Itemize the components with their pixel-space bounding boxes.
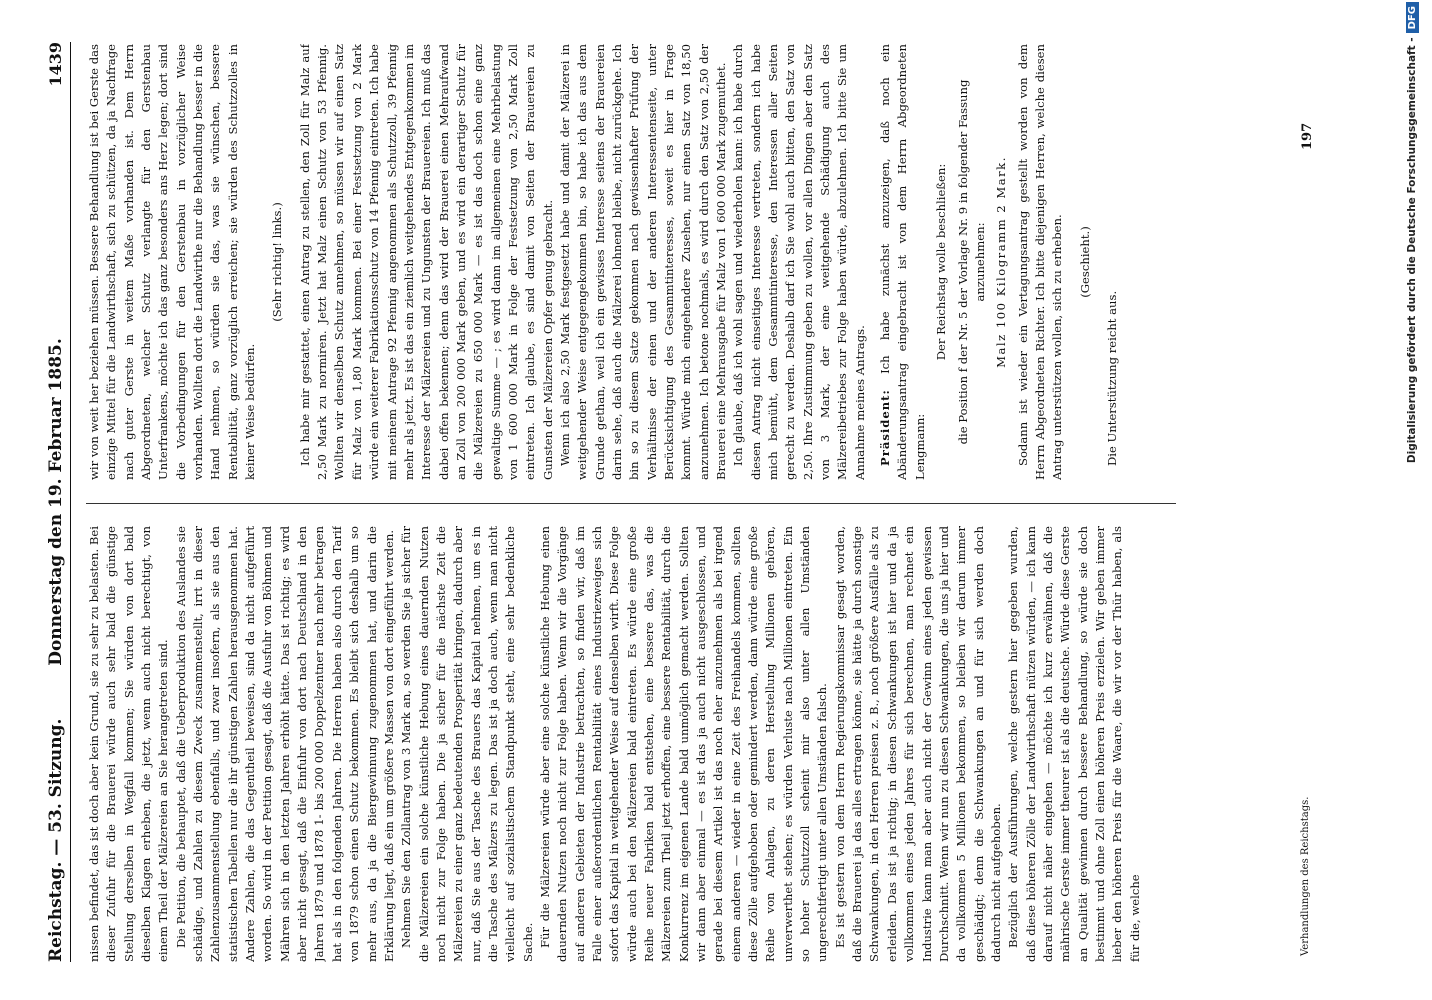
left-paragraph: Nehmen Sie den Zollantrag von 3 Mark an, so werden Sie ja sicher für die Mälzereien ein solche künstliche Hebung eines dauernden Nutzen noch nicht zur Folge haben. Die ja sicher für die nächste Zeit die Mälzereien zu einer ganz bedeutenden Prosperität bringen, dadurch aber nur, daß Sie aus der Tasche des Brauers das Kapital nehmen, um es in die Tasche des Mälzers zu legen. Das ist ja doch auch, wenn man nicht vielleicht auf sozialistischem Standpunkt steht, eine sehr bedenkliche Sache.	[399, 526, 535, 962]
right-paragraph: Wenn ich also 2,50 Mark festgesetzt habe und damit der Mälzerei in weitgehender Weise entgegengekommen bin, so habe ich das aus dem Grunde gethan, weil ich ein gewisses Interesse seitens der Brauereien darin sehe, daß auch die Mälzerei lohnend bleibe, nicht zurückgehe. Ich bin so zu diesem Satze gekommen nach gewissenhafter Prüfung der Verhältnisse der einen und der anderen Interessentenseite, unter Berücksichtigung des Gesammtinteresses, soweit es hier in Frage kommt. Würde mich eingehendere Zusehen, nur einen Satz von 18,50 anzunehmen. Ich betone nochmals, es wird durch den Satz von 2,50 der Brauerei eine Mehrausgabe für Malz von 1 600 000 Mark zugemuthet.	[557, 44, 729, 480]
page-header	[36, 42, 76, 962]
closing-paragraph: Sodann ist wieder ein Vertagungsantrag gestellt worden von dem Herrn Abgeordneten Richter. Ich bitte diejenigen Herren, welche diesen Antrag unterstützen wollen, sich zu erheben.	[1015, 44, 1065, 480]
right-column	[86, 44, 1266, 480]
left-paragraph: Die Petition, die behauptet, daß die Ueberproduktion des Auslandes sie schädige, und Zahlen zu diesem Zweck zusammenstellt, irrt in dieser Zahlenzusammenstellung ebenfalls, und zwar insofern, als sie aus den statistischen Tabellen nur die ihr günstigen Zahlen herausgenommen hat. Andere Zahlen, die das Gegentheil beweisen, sind da nicht aufgeführt worden. So wird in der Petition gesagt, daß die Ausfuhr von Böhmen und Mähren sich in den letzten Jahren erhöht hätte. Das ist richtig; es wird aber nicht gesagt, daß die Einfuhr von dort nach Deutschland in den Jahren 1879 und 1878 1- bis 200 000 Doppelzentner nach mehr betragen hat als in den folgenden Jahren. Die Herren haben also durch den Tarif von 1879 schon einen Schutz bekommen. Es bleibt sich deshalb um so mehr aus, da ja die Biergewinnung zugenommen hat, und darin die Erklärung liegt, daß ein um größere Massen von dort eingeführt werden.	[173, 526, 396, 962]
dfg-logo: DFG	[1406, 2, 1419, 33]
header-date: Donnerstag den 19. Februar 1885.	[46, 338, 66, 666]
motion-line: die Position f der Nr. 5 der Vorlage Nr. 9 in folgender Fassung anzunehmen:	[955, 79, 987, 445]
left-column	[86, 526, 1266, 962]
final-line: Die Unterstützung reicht aus.	[1104, 290, 1119, 466]
header-session: Reichstag. — 53. Sitzung.	[46, 718, 66, 962]
footer-publication: Verhandlungen des Reichstags.	[1300, 796, 1311, 956]
column-divider	[86, 503, 1176, 504]
left-paragraph: Es ist gestern von dem Herrn Regierungskommissar gesagt worden, daß die Brauerei ja das alles ertragen könne, sie hätte ja durch sonstige Schwankungen, in den Herren preisen z. B., noch größere Ausfälle als zu erleiden. Das ist ja richtig; in diesen Schwankungen ist hier und da ja vollkommen eines jeden Jahres für sich berechnen, man rechnet ein Industrie kann man aber auch nicht der Gewinn eines jeden gewissen Durchschnitt. Wenn wir nun zu diesen Schwankungen, die uns ja hier und da vollkommen 5 Millionen bekommen, so bleiben wir darum immer geschädigt; denn die Schwankungen an und für sich werden doch dadurch nicht aufgehoben.	[832, 526, 1003, 962]
left-paragraph: nissen befindet, das ist doch aber kein Grund, sie zu sehr zu belasten. Bei dieser Zufuhr für die Brauerei würde auch sehr bald die günstige Stellung derselben in Wegfall kommen; Sie würden von dort bald dieselben Klagen erheben, die jetzt, wenn auch nicht berechtigt, von einem Theil der Mälzereien an Sie herangetreten sind.	[87, 526, 171, 962]
right-paragraph: Ich habe mir gestattet, einen Antrag zu stellen, den Zoll für Malz auf 2,50 Mark zu normiren. Jetzt hat Malz einen Schutz von 53 Pfennig. Wollten wir denselben Schutz annehmen, so müssen wir auf einen Satz für Malz von 1,80 Mark kommen. Bei einer Festsetzung von 2 Mark würde ein weiterer Fabrikationsschutz von 14 Pfennig eintreten. Ich habe mit meinem Antrage 92 Pfennig angenommen als Schutzzoll, 39 Pfennig mehr als jetzt. Es ist das ein ziemlich weitgehendes Entgegenkommen im Interesse der Mälzereien und zu Ungunsten der Brauereien. Ich muß das dabei offen bekennen; denn das wird der Brauerei einen Mehraufwand an Zoll von 200 000 Mark geben, und es wird ein derartiger Schutz für die Mälzereien zu 650 000 Mark — es ist das doch schon eine ganz gewaltige Summe — ; es wird dann im allgemeinen eine Mehrbelastung von 1 600 000 Mark in Folge der Festsetzung von 2,50 Mark Zoll eintreten. Ich glaube, es sind damit von Seiten der Brauereien zu Gunsten der Mälzereien Opfer genug gebracht.	[297, 44, 555, 480]
interjection: (Geschieht.)	[1077, 226, 1092, 298]
president-statement	[877, 44, 929, 480]
interjection: (Sehr richtig! links.)	[270, 202, 285, 322]
speaker-text: Ich habe zunächst anzuzeigen, daß noch ein Abänderungsantrag eingebracht ist von dem Herrn Abgeordneten Lengmann:	[878, 44, 927, 480]
left-paragraph: Für die Mälzereien würde aber eine solche künstliche Hebung einen dauernden Nutzen noch nicht zur Folge haben. Wenn wir die Vorgänge auf anderen Gebieten der Industrie betrachten, so finden wir, daß im Falle einer außerordentlichen Rentabilität eines Industriezweiges sich sofort das Kapital in weitgehender Weise auf denselben wirft. Diese Folge würde auch bei den Mälzereien bald eintreten. Es würde eine große Reihe neuer Fabriken bald entstehen, eine bessere das, was die Mälzereien zum Theil jetzt erhoffen, eine bessere Rentabilität, durch die Konkurrenz im eigenen Lande bald unmöglich gemacht werden. Sollten wir dann aber einmal — es ist das ja auch nicht ausgeschlossen, und gerade bei diesem Artikel ist das noch eher anzunehmen als bei irgend einem anderen — wieder in eine Zeit des Freihandels kommen, sollten diese Zölle aufgehoben oder gemindert werden, dann würde eine große Reihe von Anlagen, zu deren Herstellung Millionen gehören, unverwerthet stehen; es würden Verluste nach Millionen eintreten. Ein so hoher Schutzzoll scheint mir also unter allen Umständen ungerechtfertigt unter allen Umständen falsch.	[537, 526, 830, 962]
header-rule	[70, 42, 71, 962]
dfg-credit-text: Digitalisierung gefördert durch die Deutsche Forschungsgemeinschaft -	[1406, 37, 1418, 464]
right-paragraph: Ich glaube, daß ich wohl sagen und wiederholen kann: ich habe durch diesen Antrag nicht einseitiges Interesse vertreten, sondern ich habe mich bemüht, dem Gesammtinteresse, den Interessen aller Seiten gerecht zu werden. Deshalb darf ich Sie wohl auch bitten, den Satz von 2,50. Ihre Zustimmung geben zu wollen, vor allen Dingen aber den Satz von 3 Mark, der eine weitgehende Schädigung auch des Mälzereibetriebes zur Folge haben würde, abzulehnen. Ich bitte Sie um Annahme meines Antrags.	[731, 44, 867, 480]
motion-line: Der Reichstag wolle beschließen:	[934, 163, 949, 361]
dfg-credit	[1406, 2, 1426, 902]
motion-line: Malz 100 Kilogramm 2 Mark.	[994, 156, 1009, 368]
left-paragraph: Bezüglich der Ausführungen, welche gestern hier gegeben wurden, daß diese höheren Zölle der Landwirthschaft nützen würden, — ich kann darauf nicht näher eingehen — möchte ich kurz erwähnen, daß die mährische Gerste immer theurer ist als die deutsche. Würde diese Gerste an Qualität gewinnen durch bessere Behandlung, so würde sie doch bestimmt und ohne Zoll einen höheren Preis erzielen. Wir geben immer lieber den höheren Preis für die Waare, die wir vor der Thür haben, als für die, welche	[1006, 526, 1142, 962]
page-number: 1439	[46, 42, 65, 87]
right-paragraph: wir von weit her beziehen müssen. Bessere Behandlung ist bei Gerste das einzige Mittel für die Landwirthschaft, sich zu schützen, da ja Nachfrage nach guter Gerste in weitem Maße vorhanden ist. Dem Herrn Abgeordneten, welcher Schutz verlangte für den Gerstenbau Unterfrankens, möchte ich das ganz besonders ans Herz legen; dort sind die Vorbedingungen für den Gerstenbau in vorzüglicher Weise vorhanden. Wollten dort die Landwirthe nur die Behandlung besser in die Hand nehmen, so würden sie das, was sie wünschen, bessere Rentabilität, ganz vorzüglich erreichen; sie würden des Schutzzolles in keiner Weise bedürfen.	[87, 44, 258, 480]
speaker-label: Präsident:	[878, 389, 893, 466]
sheet-signature: 197	[1300, 122, 1315, 150]
